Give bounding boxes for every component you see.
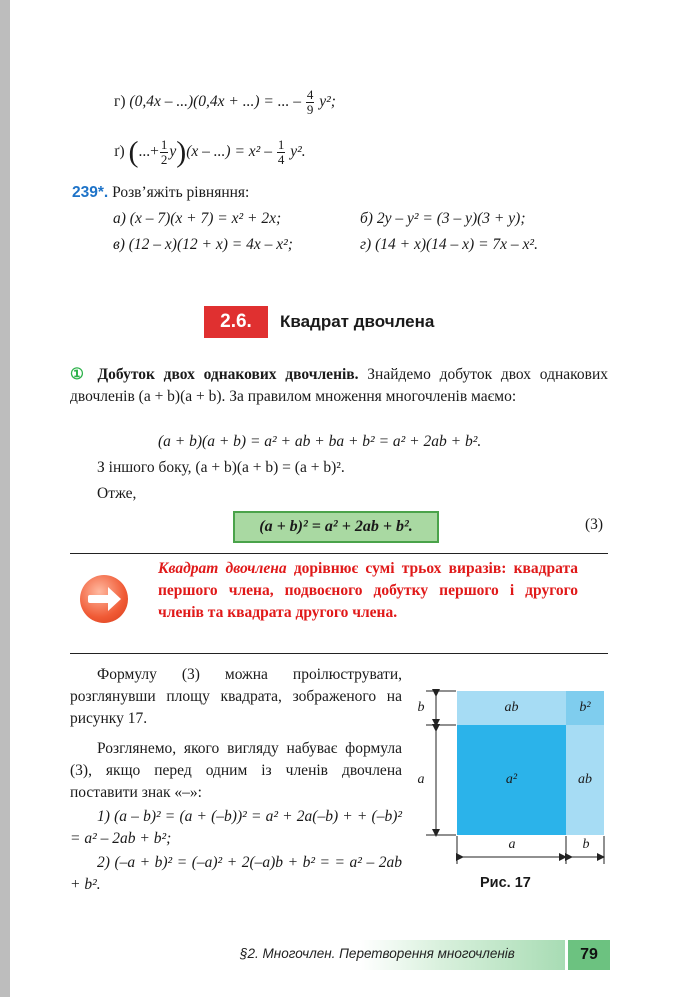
fraction <box>160 138 169 167</box>
numerator: 4 <box>306 87 314 102</box>
paragraph-text: Знайдемо добуток двох однакових двочленів (a + b)(a + b). За правилом множення многочленів маємо: <box>70 366 608 405</box>
dim-label-b-left: b <box>417 700 425 715</box>
paragraph-other-side: З іншого боку, (a + b)(a + b) = (a + b)². <box>97 459 345 476</box>
subsection-heading: Добуток двох однакових двочленів. <box>97 366 359 383</box>
problem-header <box>72 184 249 202</box>
cell-label: ab <box>578 772 592 787</box>
paragraph-therefore: Отже, <box>97 485 137 502</box>
footer-chapter-title: §2. Многочлен. Перетворення многочленів <box>240 946 515 961</box>
fraction <box>306 88 315 117</box>
equation-number: (3) <box>585 516 604 533</box>
square-a2 <box>457 725 566 835</box>
rule-bottom-divider <box>70 653 608 654</box>
problem-item-g: г) (14 + x)(14 – x) = 7x – x². <box>360 236 538 253</box>
equation-expand: (a + b)(a + b) = a² + ab + ba + b² = a² + 2ab + b². <box>158 433 482 450</box>
cell-label: b² <box>579 700 591 715</box>
paren: ( <box>128 135 139 169</box>
rule-term: Квадрат двочлена <box>158 560 287 577</box>
rule-text <box>158 558 578 624</box>
section-number-badge: 2.6. <box>204 306 268 338</box>
cell-label: a² <box>505 772 518 787</box>
denominator: 4 <box>277 152 285 167</box>
paren: ) <box>176 135 187 169</box>
figure-caption: Рис. 17 <box>480 875 531 891</box>
exercise-ge <box>114 135 306 169</box>
expression: (x – ...) = x² – <box>186 143 272 161</box>
dim-label-a-left: a <box>417 772 425 787</box>
expression: y <box>169 143 177 161</box>
section-title: Квадрат двочлена <box>280 312 435 331</box>
expression-tail: y²; <box>319 93 336 111</box>
rect-ab-right <box>566 725 604 835</box>
arrow-right-icon <box>80 575 128 623</box>
item-label: ґ) <box>114 143 125 161</box>
formula-case-1: 1) (a – b)² = (a + (–b))² = a² + 2a(–b) + + (–b)² = a² – 2ab + b²; <box>70 808 402 847</box>
rule-top-divider <box>70 553 608 554</box>
expression-tail: y². <box>290 143 306 161</box>
problem-item-a: а) (x – 7)(x + 7) = x² + 2x; <box>113 210 282 227</box>
expression: (0,4x – ...)(0,4x + ...) = ... – <box>129 93 301 111</box>
dim-label-a-bottom: a <box>508 837 516 852</box>
figure-intro-paragraph: Формулу (3) можна проілюструвати, розглянувши площу квадрата, зображеного на рисунку 17. <box>70 666 402 727</box>
rect-ab-top <box>457 691 566 725</box>
cell-label: ab <box>504 700 519 715</box>
minus-sign-paragraph: Розглянемо, якого вигляду набуває формула (3), якщо перед одним із членів двочлена поставити знак «–»: <box>70 740 402 801</box>
fraction <box>277 138 286 167</box>
problem-item-v: в) (12 – x)(12 + x) = 4x – x²; <box>113 236 293 253</box>
circled-number-icon: ① <box>70 366 89 383</box>
problem-number: 239*. <box>72 184 109 201</box>
item-label: г) <box>114 93 126 111</box>
expression: ...+ <box>138 143 159 161</box>
figure-17 <box>412 680 612 870</box>
square-b2 <box>566 691 604 725</box>
numerator: 1 <box>160 137 168 152</box>
rule-statement: дорівнює сумі трьох виразів: квадрата першого члена, подвоєного добутку першого і другого членів та квадрата другого члена. <box>158 560 579 621</box>
problem-title: Розв’яжіть рівняння: <box>112 184 250 201</box>
formula-case-2: 2) (–a + b)² = (–a)² + 2(–a)b + b² = = a² – 2ab + b². <box>70 854 402 893</box>
page-edge <box>0 0 10 997</box>
boxed-formula: (a + b)² = a² + 2ab + b². <box>233 511 439 543</box>
page-number: 79 <box>568 940 610 970</box>
intro-paragraph <box>70 364 608 408</box>
exercise-g <box>114 88 336 117</box>
denominator: 9 <box>306 102 314 117</box>
dim-label-b-bottom: b <box>582 837 590 852</box>
denominator: 2 <box>160 152 168 167</box>
numerator: 1 <box>277 137 285 152</box>
problem-item-b: б) 2y – y² = (3 – y)(3 + y); <box>360 210 526 227</box>
